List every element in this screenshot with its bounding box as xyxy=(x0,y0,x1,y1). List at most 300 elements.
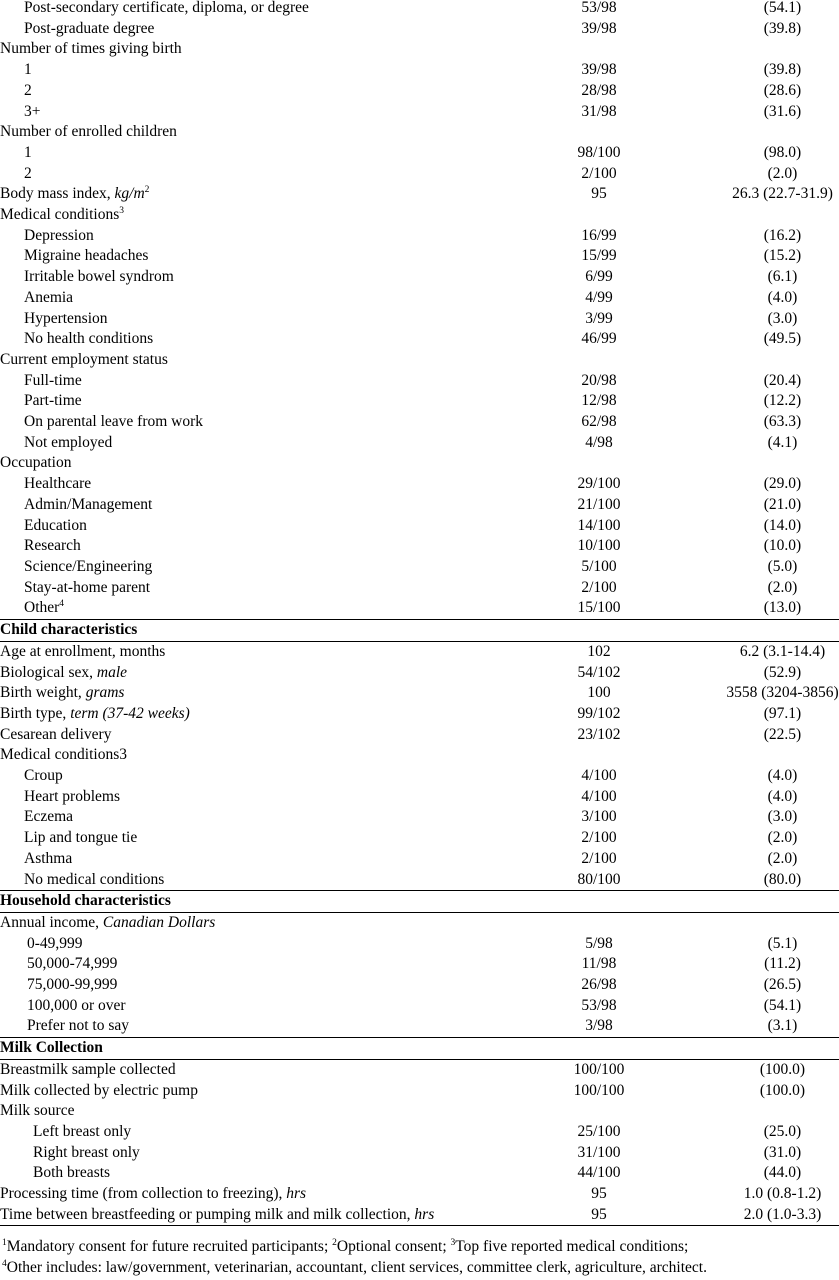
value-cell: (2.0) xyxy=(767,164,798,182)
row-label-cell xyxy=(0,288,494,309)
table-row xyxy=(0,122,839,143)
table-row xyxy=(0,704,839,725)
table-row xyxy=(0,578,839,599)
row-label-cell xyxy=(0,1184,494,1205)
row-label: 2 xyxy=(24,164,32,182)
row-label-cell xyxy=(0,122,494,143)
row-label-cell xyxy=(0,1101,494,1122)
value-cell: (4.0) xyxy=(767,288,798,306)
count-cell: 80/100 xyxy=(577,870,621,888)
value-cell: (20.4) xyxy=(763,371,802,389)
row-label-cell xyxy=(0,828,494,849)
table-row xyxy=(0,81,839,102)
value-cell: (4.1) xyxy=(767,433,798,451)
value-cell: (44.0) xyxy=(763,1164,802,1182)
table-row xyxy=(0,246,839,267)
value-cell: (2.0) xyxy=(767,829,798,847)
row-label-cell xyxy=(0,1081,494,1102)
value-cell: (52.9) xyxy=(763,663,802,681)
table-row xyxy=(0,267,839,288)
row-label-cell xyxy=(0,1059,494,1080)
row-label: Left breast only xyxy=(33,1122,132,1140)
row-label-cell xyxy=(0,350,494,371)
row-label: Age at enrollment, months xyxy=(0,642,166,660)
count-cell: 95 xyxy=(591,185,607,203)
table-row xyxy=(0,102,839,123)
table-row xyxy=(0,1122,839,1143)
count-cell: 26/98 xyxy=(581,976,617,994)
count-cell: 100/100 xyxy=(573,1081,625,1099)
value-cell: (2.0) xyxy=(767,578,798,596)
row-label: Other xyxy=(24,599,60,617)
table-row xyxy=(0,996,839,1017)
table-row xyxy=(0,453,839,474)
row-label: Right breast only xyxy=(33,1143,140,1161)
row-label-cell xyxy=(0,226,494,247)
row-label-cell xyxy=(0,19,494,40)
row-label-cell xyxy=(0,39,494,60)
row-label: Full-time xyxy=(24,371,82,389)
table-row xyxy=(0,433,839,454)
count-cell xyxy=(494,1101,704,1122)
row-label-cell xyxy=(0,1016,494,1037)
row-label: Asthma xyxy=(24,849,73,867)
value-cell: (98.0) xyxy=(763,143,802,161)
value-cell xyxy=(704,122,839,143)
row-label: Post-graduate degree xyxy=(24,19,155,37)
row-label: Number of times giving birth xyxy=(0,40,182,58)
row-label-cell xyxy=(0,912,494,933)
table-row xyxy=(0,1101,839,1122)
value-cell: (4.0) xyxy=(767,787,798,805)
count-cell: 46/99 xyxy=(581,330,617,348)
value-cell: (80.0) xyxy=(763,870,802,888)
value-cell: (54.1) xyxy=(763,996,802,1014)
count-cell: 5/98 xyxy=(585,934,613,952)
row-label: Heart problems xyxy=(24,787,120,805)
row-label-unit: hrs xyxy=(414,1205,435,1223)
row-label-cell xyxy=(0,598,494,619)
row-label: Cesarean delivery xyxy=(0,725,112,743)
count-cell: 53/98 xyxy=(581,0,617,16)
row-label-cell xyxy=(0,766,494,787)
row-label: Stay-at-home parent xyxy=(24,578,151,596)
row-label-cell xyxy=(0,745,494,766)
row-label-cell xyxy=(0,453,494,474)
value-cell: (31.6) xyxy=(763,102,802,120)
section-title: Household characteristics xyxy=(0,892,171,910)
count-cell: 10/100 xyxy=(577,537,621,555)
row-label: Healthcare xyxy=(24,475,92,493)
row-label: Admin/Management xyxy=(24,495,153,513)
row-label: Breastmilk sample collected xyxy=(0,1060,176,1078)
row-label: Croup xyxy=(24,767,63,785)
row-label: On parental leave from work xyxy=(24,413,204,431)
row-label-unit: term (37-42 weeks) xyxy=(70,704,190,722)
count-cell: 21/100 xyxy=(577,495,621,513)
table-row xyxy=(0,143,839,164)
footnote-text: Optional consent; xyxy=(336,1238,451,1255)
table-row xyxy=(0,19,839,40)
count-cell: 4/99 xyxy=(585,288,613,306)
table-row xyxy=(0,807,839,828)
table-row xyxy=(0,954,839,975)
count-cell: 25/100 xyxy=(577,1122,621,1140)
row-label: Education xyxy=(24,516,87,534)
table-row xyxy=(0,912,839,933)
table-row xyxy=(0,766,839,787)
row-label-cell xyxy=(0,1122,494,1143)
row-label-unit: hrs xyxy=(286,1185,307,1203)
footnote-marker: 1 xyxy=(2,1237,7,1248)
count-cell: 14/100 xyxy=(577,516,621,534)
count-cell: 2/100 xyxy=(581,829,617,847)
table-row xyxy=(0,975,839,996)
table-row xyxy=(0,725,839,746)
row-label-cell xyxy=(0,578,494,599)
table-row xyxy=(0,350,839,371)
value-cell: (10.0) xyxy=(763,537,802,555)
table-row xyxy=(0,536,839,557)
row-label-cell xyxy=(0,1163,494,1184)
count-cell: 15/99 xyxy=(581,247,617,265)
count-cell: 54/102 xyxy=(577,663,621,681)
table-row xyxy=(0,745,839,766)
row-label: No health conditions xyxy=(24,330,154,348)
table-row xyxy=(0,1143,839,1164)
row-label-cell xyxy=(0,787,494,808)
row-label-cell xyxy=(0,495,494,516)
row-label-cell xyxy=(0,934,494,955)
table-row xyxy=(0,288,839,309)
row-label: Processing time (from collection to freezing), xyxy=(0,1185,287,1203)
value-cell xyxy=(704,350,839,371)
value-cell: (15.2) xyxy=(763,247,802,265)
table-row xyxy=(0,205,839,226)
row-label: Milk source xyxy=(0,1102,75,1120)
value-cell: (28.6) xyxy=(763,81,802,99)
row-label: Anemia xyxy=(24,288,74,306)
value-cell: (6.1) xyxy=(767,268,798,286)
count-cell: 23/102 xyxy=(577,725,621,743)
row-label: 2 xyxy=(24,81,32,99)
row-label-cell xyxy=(0,725,494,746)
table-row xyxy=(0,329,839,350)
count-cell: 3/98 xyxy=(585,1017,613,1035)
row-label-cell xyxy=(0,516,494,537)
row-label-cell xyxy=(0,849,494,870)
row-label: Birth weight, xyxy=(0,684,86,702)
table-row xyxy=(0,870,839,891)
row-label-cell xyxy=(0,704,494,725)
footnote-marker: 2 xyxy=(332,1237,337,1248)
count-cell xyxy=(494,122,704,143)
footnote-marker: 3 xyxy=(450,1237,456,1248)
row-label-cell xyxy=(0,557,494,578)
table-row xyxy=(0,1081,839,1102)
count-cell: 15/100 xyxy=(577,599,621,617)
table-row xyxy=(0,683,839,704)
section-title: Milk Collection xyxy=(0,1039,103,1057)
row-label-cell xyxy=(0,0,494,19)
table-row xyxy=(0,1163,839,1184)
value-cell: (39.8) xyxy=(763,19,802,37)
row-label-cell xyxy=(0,102,494,123)
row-label: Migraine headaches xyxy=(24,247,149,265)
count-cell: 62/98 xyxy=(581,413,617,431)
value-cell: (14.0) xyxy=(763,516,802,534)
count-cell: 31/98 xyxy=(581,102,617,120)
table-row xyxy=(0,934,839,955)
row-label: Post-secondary certificate, diploma, or degree xyxy=(24,0,309,16)
row-label: 1 xyxy=(24,61,32,79)
row-label-cell xyxy=(0,371,494,392)
row-label-cell xyxy=(0,870,494,891)
table-row xyxy=(0,1184,839,1205)
value-cell: (100.0) xyxy=(759,1081,806,1099)
count-cell: 4/100 xyxy=(581,787,617,805)
table-row xyxy=(0,557,839,578)
count-cell: 11/98 xyxy=(581,955,617,973)
table-row xyxy=(0,412,839,433)
count-cell xyxy=(494,912,704,933)
row-label-cell xyxy=(0,60,494,81)
section-header xyxy=(0,1038,839,1060)
section-header xyxy=(0,620,839,642)
count-cell: 95 xyxy=(494,1205,704,1226)
row-label-cell xyxy=(0,683,494,704)
row-label: Not employed xyxy=(24,433,113,451)
count-cell: 44/100 xyxy=(577,1164,621,1182)
value-cell: (21.0) xyxy=(763,495,802,513)
value-cell xyxy=(704,745,839,766)
value-cell: (54.1) xyxy=(763,0,802,16)
count-cell: 4/100 xyxy=(581,767,617,785)
row-label: Milk collected by electric pump xyxy=(0,1081,198,1099)
count-cell: 100/100 xyxy=(573,1060,625,1078)
count-cell: 29/100 xyxy=(577,475,621,493)
row-label: Birth type, xyxy=(0,704,71,722)
row-label: Research xyxy=(24,537,81,555)
row-label-unit: kg/m xyxy=(114,185,145,203)
table-row xyxy=(0,1016,839,1037)
count-cell: 5/100 xyxy=(581,557,617,575)
footnote-text: Mandatory consent for future recruited participants; xyxy=(6,1238,333,1255)
value-cell xyxy=(704,912,839,933)
table-row xyxy=(0,184,839,205)
value-cell: (25.0) xyxy=(763,1122,802,1140)
value-cell: (3.1) xyxy=(767,1017,798,1035)
value-cell: (2.0) xyxy=(767,849,798,867)
row-label-cell xyxy=(0,1143,494,1164)
row-label-cell xyxy=(0,1205,494,1226)
value-cell: (16.2) xyxy=(763,226,802,244)
count-cell: 6/99 xyxy=(585,268,613,286)
row-label-cell xyxy=(0,663,494,684)
row-label-cell xyxy=(0,807,494,828)
count-cell: 2/100 xyxy=(581,578,617,596)
row-label-superscript: 2 xyxy=(144,185,150,196)
count-cell: 3/99 xyxy=(585,309,613,327)
table-row xyxy=(0,309,839,330)
count-cell xyxy=(494,205,704,226)
row-label: 0-49,999 xyxy=(27,934,83,952)
table-row xyxy=(0,1059,839,1080)
value-cell: (63.3) xyxy=(763,413,802,431)
count-cell: 98/100 xyxy=(577,143,621,161)
row-label-cell xyxy=(0,309,494,330)
table-row xyxy=(0,391,839,412)
value-cell: (39.8) xyxy=(763,61,802,79)
row-label-cell xyxy=(0,954,494,975)
value-cell: (5.1) xyxy=(767,934,798,952)
value-cell: 6.2 (3.1-14.4) xyxy=(739,642,826,660)
row-label-cell xyxy=(0,474,494,495)
value-cell: (11.2) xyxy=(764,955,801,973)
row-label: Both breasts xyxy=(33,1164,111,1182)
count-cell: 28/98 xyxy=(581,81,617,99)
row-label: Medical conditions3 xyxy=(0,746,127,764)
row-label: 75,000-99,999 xyxy=(27,976,118,994)
value-cell xyxy=(704,39,839,60)
section-header-row xyxy=(0,620,839,642)
row-label: Irritable bowel syndrom xyxy=(24,268,174,286)
table-row xyxy=(0,828,839,849)
table-row xyxy=(0,663,839,684)
count-cell xyxy=(494,39,704,60)
row-label: Hypertension xyxy=(24,309,108,327)
row-label: 3+ xyxy=(24,102,41,120)
count-cell: 95 xyxy=(591,1185,607,1203)
row-label: Occupation xyxy=(0,454,72,472)
row-label-cell xyxy=(0,164,494,185)
footnote-text: Other includes: law/government, veterinarian, accountant, client services, committee clerk, agriculture, architect. xyxy=(6,1258,707,1276)
table-row xyxy=(0,1205,839,1226)
footnote-marker: 4 xyxy=(2,1258,7,1269)
row-label-cell xyxy=(0,391,494,412)
footnote-line xyxy=(2,1258,837,1279)
value-cell: (29.0) xyxy=(763,475,802,493)
row-label-superscript: 3 xyxy=(119,205,124,216)
row-label: 100,000 or over xyxy=(27,996,126,1014)
value-cell: (13.0) xyxy=(763,599,802,617)
row-label-cell xyxy=(0,205,494,226)
table-row xyxy=(0,0,839,19)
row-label: Part-time xyxy=(24,392,82,410)
table-row xyxy=(0,641,839,662)
value-cell: (3.0) xyxy=(767,309,798,327)
value-cell: (100.0) xyxy=(759,1060,806,1078)
count-cell: 31/100 xyxy=(577,1143,621,1161)
value-cell: 3558 (3204-3856) xyxy=(726,684,839,702)
count-cell: 53/98 xyxy=(581,996,617,1014)
table-row xyxy=(0,598,839,619)
row-label: Time between breastfeeding or pumping milk and milk collection, xyxy=(0,1205,415,1223)
row-label-cell xyxy=(0,329,494,350)
row-label-cell xyxy=(0,996,494,1017)
table-row xyxy=(0,516,839,537)
row-label-cell xyxy=(0,412,494,433)
row-label: Prefer not to say xyxy=(27,1017,130,1035)
row-label-cell xyxy=(0,641,494,662)
footnotes xyxy=(2,1237,837,1278)
table-row xyxy=(0,495,839,516)
row-label: Depression xyxy=(24,226,94,244)
value-cell: (49.5) xyxy=(763,330,802,348)
row-label: 1 xyxy=(24,143,32,161)
table-row xyxy=(0,787,839,808)
value-cell: (4.0) xyxy=(767,767,798,785)
value-cell: (22.5) xyxy=(763,725,802,743)
row-label-cell xyxy=(0,975,494,996)
count-cell: 102 xyxy=(587,642,611,660)
row-label: 50,000-74,999 xyxy=(27,955,118,973)
value-cell: (97.1) xyxy=(763,704,802,722)
value-cell: (3.0) xyxy=(767,808,798,826)
count-cell xyxy=(494,453,704,474)
footnote-line xyxy=(2,1237,837,1258)
value-cell: (26.5) xyxy=(763,976,802,994)
count-cell: 20/98 xyxy=(581,371,617,389)
table-row xyxy=(0,371,839,392)
row-label: Number of enrolled children xyxy=(0,123,177,141)
row-label-cell xyxy=(0,433,494,454)
row-label: Current employment status xyxy=(0,350,168,368)
value-cell xyxy=(704,205,839,226)
row-label: Annual income, xyxy=(0,913,103,931)
value-cell: (5.0) xyxy=(767,557,798,575)
value-cell xyxy=(704,1101,839,1122)
row-label: Body mass index, xyxy=(0,185,115,203)
row-label-unit: male xyxy=(96,663,128,681)
section-header-row xyxy=(0,891,839,913)
row-label-unit: Canadian Dollars xyxy=(102,913,216,931)
count-cell: 99/102 xyxy=(577,704,621,722)
count-cell: 39/98 xyxy=(581,19,617,37)
count-cell: 2/100 xyxy=(581,164,617,182)
count-cell: 100 xyxy=(587,684,611,702)
table-row xyxy=(0,39,839,60)
row-label-cell xyxy=(0,81,494,102)
value-cell: (31.0) xyxy=(763,1143,802,1161)
row-label: Lip and tongue tie xyxy=(24,829,138,847)
row-label-cell xyxy=(0,246,494,267)
value-cell xyxy=(704,453,839,474)
count-cell: 4/98 xyxy=(585,433,613,451)
row-label: Eczema xyxy=(24,808,74,826)
table-row xyxy=(0,164,839,185)
table-row xyxy=(0,226,839,247)
row-label-cell xyxy=(0,184,494,205)
count-cell: 39/98 xyxy=(581,61,617,79)
table-row xyxy=(0,60,839,81)
row-label-cell xyxy=(0,536,494,557)
row-label: No medical conditions xyxy=(24,870,165,888)
count-cell: 2/100 xyxy=(581,849,617,867)
count-cell xyxy=(494,350,704,371)
section-header xyxy=(0,891,839,913)
row-label-cell xyxy=(0,143,494,164)
table-row xyxy=(0,474,839,495)
row-label: Medical conditions xyxy=(0,206,120,224)
row-label-unit: grams xyxy=(85,684,125,702)
footnote-text: Top five reported medical conditions; xyxy=(455,1238,689,1255)
table-row xyxy=(0,849,839,870)
count-cell xyxy=(494,745,704,766)
value-cell: 26.3 (22.7-31.9) xyxy=(732,185,833,203)
row-label: Science/Engineering xyxy=(24,557,153,575)
value-cell: (12.2) xyxy=(763,392,802,410)
